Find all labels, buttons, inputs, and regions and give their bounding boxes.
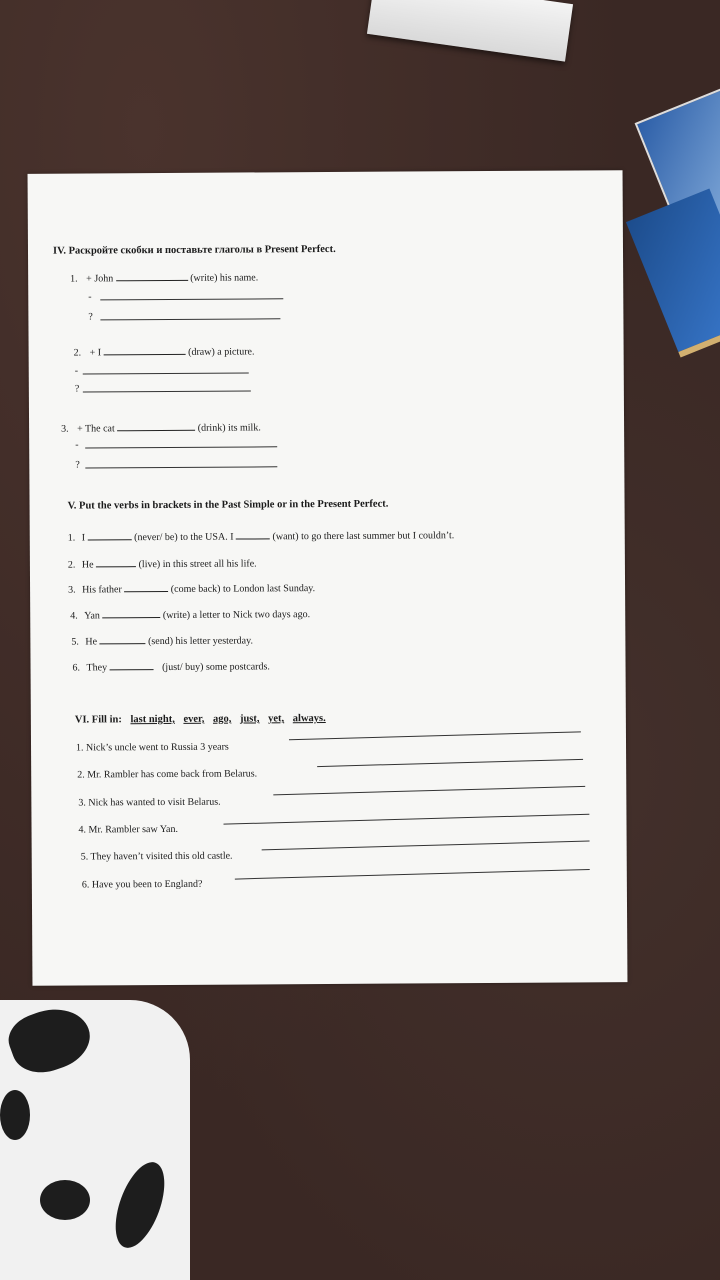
s5-item-3 xyxy=(68,581,315,596)
item-subject: + John xyxy=(86,273,114,285)
item-verb: (draw) a picture. xyxy=(188,346,255,358)
s5-item-2 xyxy=(68,556,257,570)
s4-neg-mark: - xyxy=(74,365,79,377)
section-5-title: V. Put the verbs in brackets in the Past Simple or in the Present Perfect. xyxy=(67,498,389,512)
fill-word: yet, xyxy=(268,713,285,725)
answer-blank[interactable] xyxy=(117,421,195,431)
answer-line[interactable] xyxy=(223,814,589,825)
item-subject: + The cat xyxy=(77,423,115,435)
answer-line[interactable] xyxy=(83,372,249,374)
s6-item-5: 5. They haven’t visited this old castle. xyxy=(80,850,233,863)
answer-line[interactable] xyxy=(317,759,583,767)
answer-blank[interactable] xyxy=(124,582,168,592)
item-subject: I xyxy=(81,532,86,544)
cloth-pattern xyxy=(40,1180,90,1220)
item-number: 4. xyxy=(70,610,78,622)
answer-blank[interactable] xyxy=(110,660,154,670)
answer-line[interactable] xyxy=(235,869,590,880)
s4-q-mark: ? xyxy=(88,311,93,323)
item-number: 5. xyxy=(71,636,79,648)
fill-word: ever, xyxy=(183,713,205,725)
section-6-header xyxy=(75,713,326,726)
s4-q-mark: ? xyxy=(75,459,80,471)
item-subject: + I xyxy=(89,347,102,359)
item-verb: (drink) its milk. xyxy=(197,422,261,434)
answer-blank[interactable] xyxy=(100,634,146,644)
s6-item-4: 4. Mr. Rambler saw Yan. xyxy=(78,823,179,836)
answer-line[interactable] xyxy=(83,390,251,392)
s5-item-6 xyxy=(72,659,269,673)
answer-line[interactable] xyxy=(100,298,283,300)
item-subject: He xyxy=(85,636,98,648)
s4-neg-mark: - xyxy=(88,291,92,303)
s4-q-mark: ? xyxy=(74,383,80,395)
section-6-title: VI. Fill in: xyxy=(74,714,122,726)
item-number: 1. xyxy=(70,273,78,285)
answer-line[interactable] xyxy=(100,318,280,320)
item-text: (live) in this street all his life. xyxy=(138,558,257,571)
s6-item-3: 3. Nick has wanted to visit Belarus. xyxy=(78,796,221,809)
answer-blank[interactable] xyxy=(116,271,188,281)
fill-word: always. xyxy=(292,713,326,725)
item-text: (write) a letter to Nick two days ago. xyxy=(162,609,311,622)
cloth-pattern xyxy=(0,1090,30,1140)
answer-line[interactable] xyxy=(85,466,277,468)
fill-word: ago, xyxy=(212,713,232,725)
s6-item-1: 1. Nick’s uncle went to Russia 3 years xyxy=(76,741,229,754)
answer-line[interactable] xyxy=(273,786,585,795)
s5-item-5 xyxy=(71,633,253,647)
item-subject: He xyxy=(81,559,94,571)
item-number: 2. xyxy=(67,559,76,571)
item-number: 2. xyxy=(73,347,82,359)
item-number: 6. xyxy=(72,662,81,674)
s6-item-6: 6. Have you been to England? xyxy=(81,878,203,891)
item-subject: His father xyxy=(82,584,122,596)
section-4-title: IV. Раскройте скобки и поставьте глаголы в Present Perfect. xyxy=(52,243,336,257)
s4-item-2 xyxy=(74,344,255,358)
answer-blank[interactable] xyxy=(104,345,186,356)
worksheet xyxy=(28,170,628,986)
answer-blank[interactable] xyxy=(96,557,136,567)
item-text: (never/ be) to the USA. I xyxy=(134,531,234,544)
item-verb: (write) his name. xyxy=(190,272,259,284)
s4-item-1 xyxy=(70,270,258,284)
s4-neg-mark: - xyxy=(75,439,79,451)
item-number: 3. xyxy=(61,423,69,435)
item-subject: They xyxy=(86,662,108,674)
answer-line[interactable] xyxy=(289,731,581,740)
item-number: 1. xyxy=(67,532,76,544)
item-text: (send) his letter yesterday. xyxy=(148,635,253,648)
item-text: (come back) to London last Sunday. xyxy=(170,583,316,595)
s6-item-2: 2. Mr. Rambler has come back from Belarus. xyxy=(77,768,258,781)
fill-word: last night, xyxy=(130,713,175,726)
item-text: (want) to go there last summer but I couldn’t. xyxy=(272,530,455,543)
item-number: 3. xyxy=(68,584,76,596)
answer-blank[interactable] xyxy=(102,608,160,618)
answer-blank[interactable] xyxy=(88,530,132,540)
answer-line[interactable] xyxy=(85,446,277,448)
answer-line[interactable] xyxy=(262,841,590,851)
fill-word: just, xyxy=(239,713,260,725)
s5-item-4 xyxy=(70,607,310,621)
answer-blank[interactable] xyxy=(236,529,270,539)
item-subject: Yan xyxy=(84,610,100,622)
item-text: (just/ buy) some postcards. xyxy=(162,661,270,674)
s5-item-1 xyxy=(68,528,455,543)
s4-item-3 xyxy=(61,420,261,434)
